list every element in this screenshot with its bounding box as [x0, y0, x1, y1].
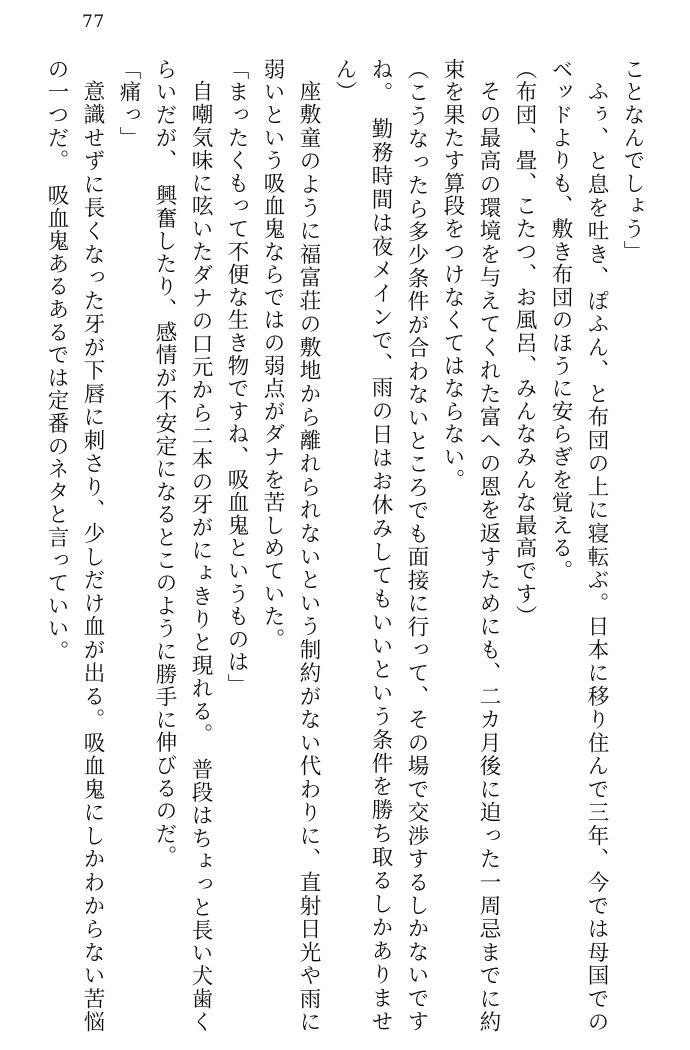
paragraph: 自嘲気味に呟いたダナの口元から二本の牙がにょきりと現れる。 普段はちょっと長い犬歯くらいだが、 興奮したり、感情が不安定になるとこのように勝手に伸びるのだ。 — [152, 58, 213, 1033]
paragraph: ことなんでしょう」 — [620, 58, 645, 264]
paragraph: 「まったくもって不便な生き物ですね、吸血鬼というものは」 — [224, 58, 249, 697]
paragraph: （こうなったら多少条件が合わないところでも面接に行って、その場で交渉するしかないですね。 勤務時間は夜メインで、雨の日はお休みしてもいいという条件を勝ち取るしかありません） — [332, 58, 429, 1033]
paragraph: ふぅ、と息を吐き、ぽふん、と布団の上に寝転ぶ。日本に移り住んで三年、今では母国でのベッドよりも、敷き布団のほうに安らぎを覚える。 — [548, 58, 609, 1033]
paragraph: （布団、畳、こたつ、お風呂、みんなみんな最高です） — [512, 58, 537, 628]
paragraph: 座敷童のように福富荘の敷地から離れられないという制約がない代わりに、直射日光や雨に弱いという吸血鬼ならではの弱点がダナを苦しめていた。 — [260, 58, 321, 1033]
paragraph: その最高の環境を与えてくれた富への恩を返すためにも、二カ月後に迫った一周忌までに約束を果たす算段をつけなくてはならない。 — [440, 58, 501, 1033]
page-number: 77 — [82, 12, 105, 32]
paragraph: 「痛っ」 — [116, 58, 141, 150]
paragraph: 意識せずに長くなった牙が下唇に刺さり、少しだけ血が出る。吸血鬼にしかわからない苦悩の一つだ。 吸血鬼あるあるでは定番のネタと言っていい。 — [44, 58, 105, 1033]
page-text-body — [40, 58, 650, 1033]
